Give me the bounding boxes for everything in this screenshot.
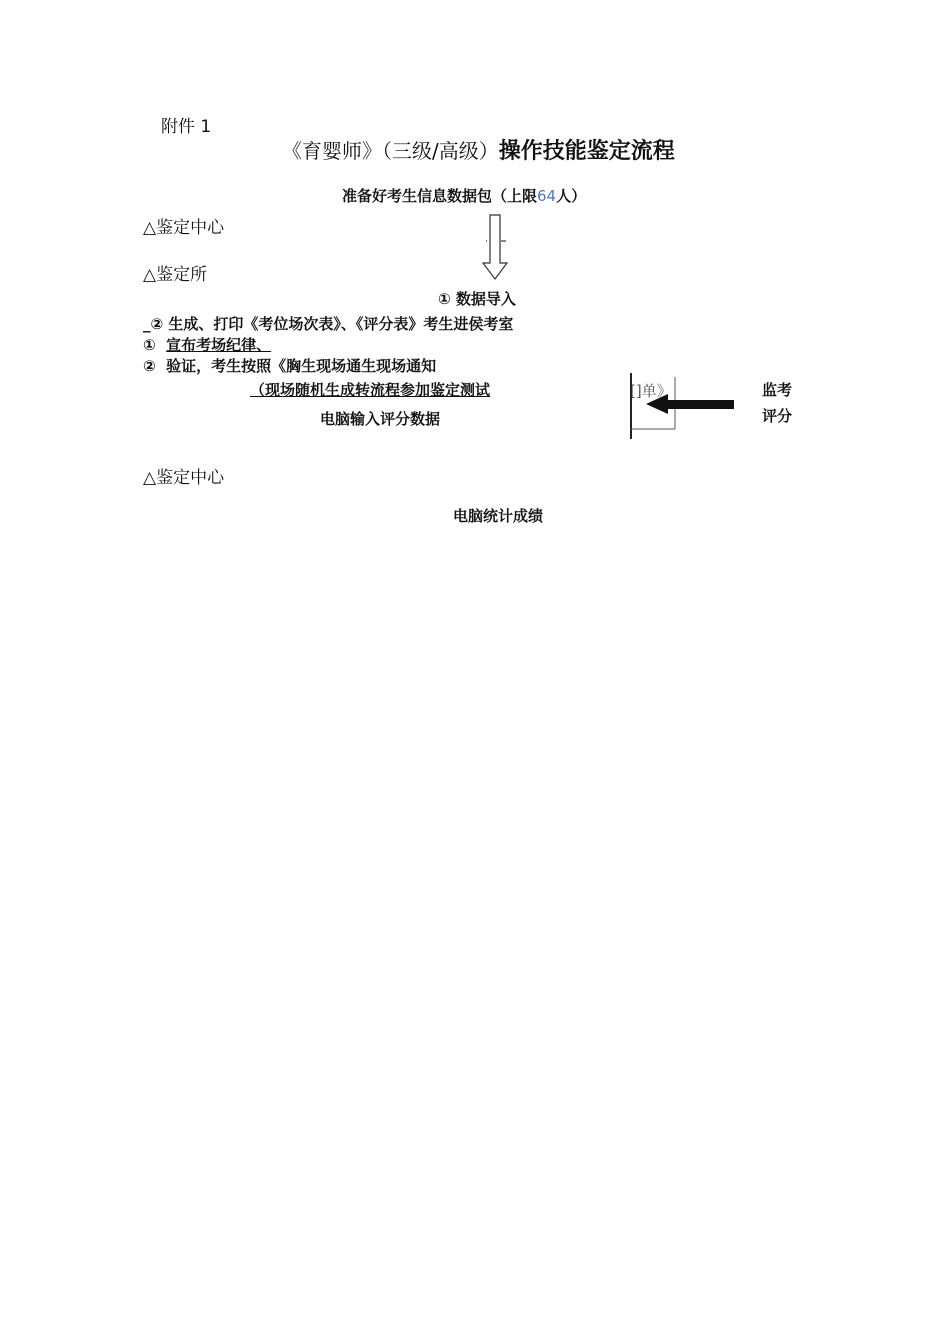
step-input-scores: 电脑输入评分数据	[320, 410, 441, 428]
left-arrow-icon	[628, 373, 738, 447]
attachment-label: 附件 1	[161, 117, 212, 137]
item-text-2: 验证，考生按照《胸生现场通生现场通知	[166, 357, 437, 375]
list-item-discipline	[143, 334, 271, 355]
prepare-count: 64	[537, 187, 557, 205]
item-text-1: 宣布考场纪律、	[166, 336, 272, 354]
page-title	[282, 134, 675, 165]
step-data-import: ① 数据导入	[438, 290, 516, 308]
list-item-verify	[143, 355, 436, 376]
title-course: 《育婴师》（三级/高级）	[282, 139, 499, 163]
step-generate-print: _② 生成、打印《考位场次表》、《评分表》考生进侯考室	[143, 315, 514, 333]
notice-tail-text: []单》	[630, 382, 672, 400]
item-marker-1: ①	[143, 336, 156, 354]
random-flow-line: （现场随机生成转流程参加鉴定测试	[250, 381, 491, 399]
center-label-bottom: △鉴定中心	[143, 468, 225, 488]
prepare-suffix: 人）	[556, 187, 587, 205]
title-process: 操作技能鉴定流程	[498, 139, 675, 164]
step-computer-stats: 电脑统计成绩	[453, 507, 544, 525]
score-line-1: 监考	[761, 381, 792, 399]
down-arrow-icon	[482, 213, 510, 287]
prepare-prefix: 准备好考生信息数据包（上限	[342, 187, 538, 205]
center-label-top: △鉴定中心	[143, 218, 225, 238]
proctor-scoring-box	[737, 370, 817, 435]
prepare-data-step	[342, 185, 586, 206]
score-line-2: 评分	[761, 407, 792, 425]
station-label: △鉴定所	[143, 265, 208, 285]
item-marker-2: ②	[143, 357, 156, 375]
